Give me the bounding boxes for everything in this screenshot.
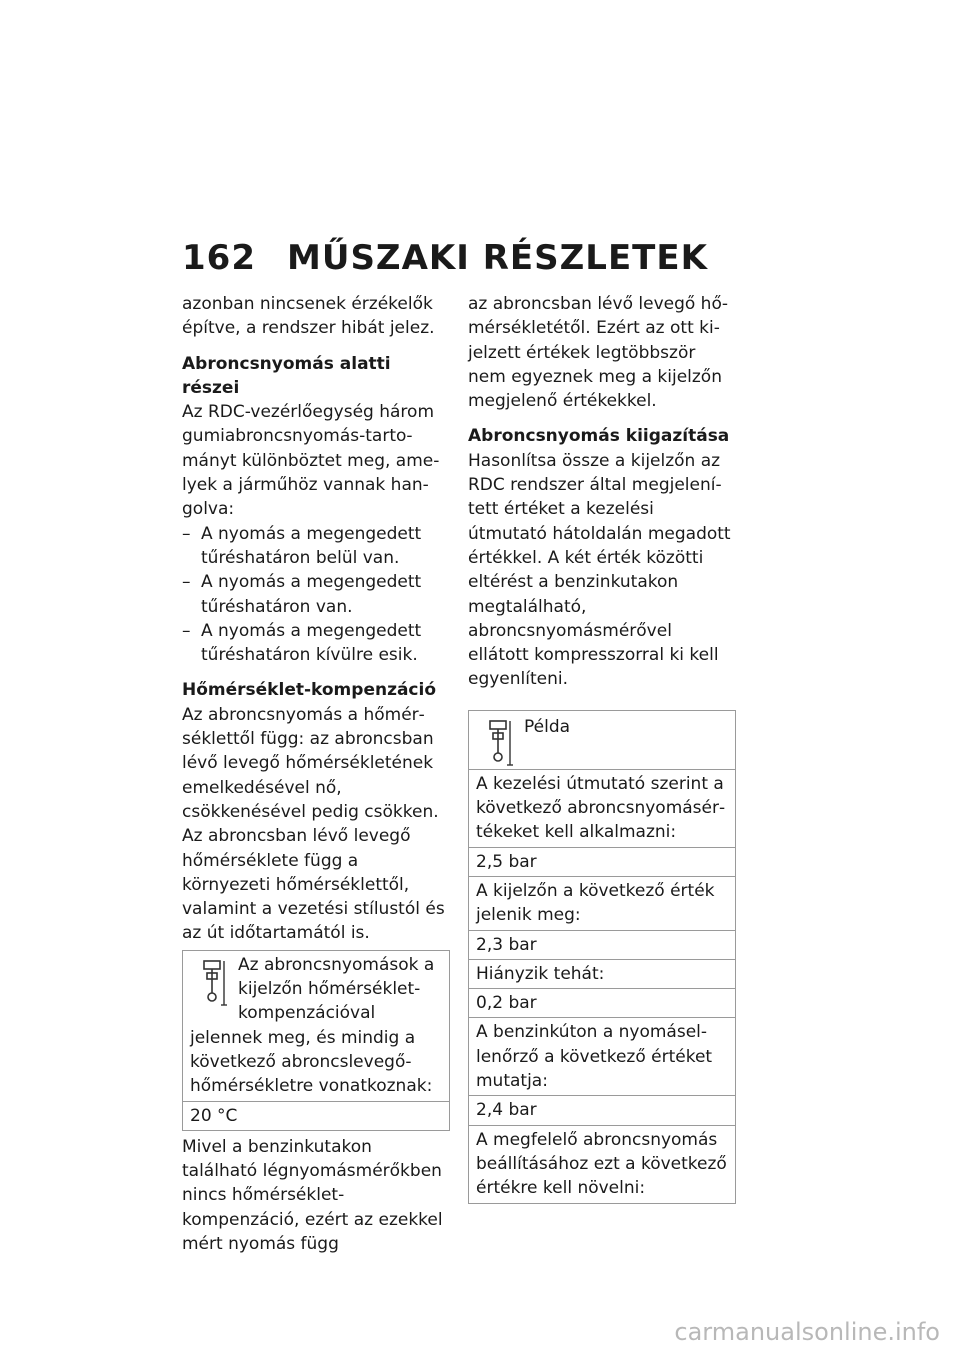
example-value: 2,3 bar (469, 930, 735, 959)
note-box (182, 950, 450, 1131)
section-heading-pressure-adjustment: Abroncsnyomás kiigazítása (468, 426, 730, 447)
list-item: – A nyomás a megengedett tűréshatáron van. (182, 570, 450, 619)
section-body-pressure-adjustment: Hasonlítsa össze a kijelzőn az RDC rendszer által megjelenített értéket a kezelési útmutató hátoldalán megadott értékkel. A két érték közötti eltérést a benzinkutakon megtalálható, abroncsnyomásmérővel ellátott kompresszorral ki kell egyenlíteni. (468, 450, 731, 690)
example-value: 0,2 bar (469, 988, 735, 1017)
tire-gauge-icon (486, 719, 516, 771)
note-value: 20 °C (183, 1101, 449, 1130)
right-column (468, 292, 736, 1208)
example-header (469, 711, 735, 769)
example-label: Példa (524, 716, 571, 737)
section-body-temperature-compensation: Az abroncsnyomás a hőmérséklettől függ: az abroncsban lévő levegő hőmérsékletének emelkedésével nő, csökkenésével pedig csökken. Az abroncsban lévő levegő hőmérséklete függ a környezeti hőmérséklettől, valamint a vezetési stílustól és az út időtartamától is. (182, 704, 445, 944)
list-item: – A nyomás a megengedett tűréshatáron belül van. (182, 522, 450, 571)
continued-paragraph: az abroncsban lévő levegő hőmérsékletétől. Ezért az ott kijelzett értékek legtöbbször nem egyeznek meg a kijelzőn megjelenő értékekkel. (468, 294, 728, 412)
page-title: MŰSZAKI RÉSZLETEK (287, 238, 708, 278)
section-body-pressure-ranges: Az RDC-vezérlőegység három gumiabroncsnyomás-tartományt különböztet meg, amelyek a járműhöz vannak hangolva: (182, 402, 440, 520)
outro-paragraph: Mivel a benzinkutakon található légnyomásmérőkben nincs hőmérséklet-kompenzáció, ezért az ezekkel mért nyomás függ (182, 1136, 443, 1254)
example-row: A megfelelő abroncsnyomás beállításához ezt a következő értékre kell növelni: (469, 1125, 735, 1203)
page-header (182, 238, 708, 278)
example-row: A benzinkúton a nyomásellenőrző a következő értéket mutatja: (469, 1017, 735, 1095)
example-box (468, 710, 736, 1204)
section-heading-pressure-ranges: Abroncsnyomás alatti részei (182, 353, 391, 398)
page-number: 162 (182, 238, 256, 278)
note-text: Az abroncsnyomások a kijelzőn hőmérséklet-kompenzációval jelennek meg, és mindig a következő abroncslevegő-hőmérsékletre vonatkoznak: (190, 954, 435, 1097)
left-column (182, 292, 450, 1256)
example-row: A kezelési útmutató szerint a következő abroncsnyomásértékeket kell alkalmazni: (469, 769, 735, 847)
intro-paragraph: azonban nincsenek érzékelők építve, a rendszer hibát jelez. (182, 294, 435, 339)
example-value: 2,5 bar (469, 847, 735, 876)
example-value: 2,4 bar (469, 1095, 735, 1124)
section-heading-temperature-compensation: Hőmérséklet-kompenzáció (182, 680, 437, 701)
example-row: Hiányzik tehát: (469, 959, 735, 988)
list-item: – A nyomás a megengedett tűréshatáron kívülre esik. (182, 619, 450, 668)
tire-gauge-icon (200, 959, 230, 1011)
example-row: A kijelzőn a következő érték jelenik meg: (469, 876, 735, 930)
watermark: carmanualsonline.info (674, 1318, 940, 1346)
